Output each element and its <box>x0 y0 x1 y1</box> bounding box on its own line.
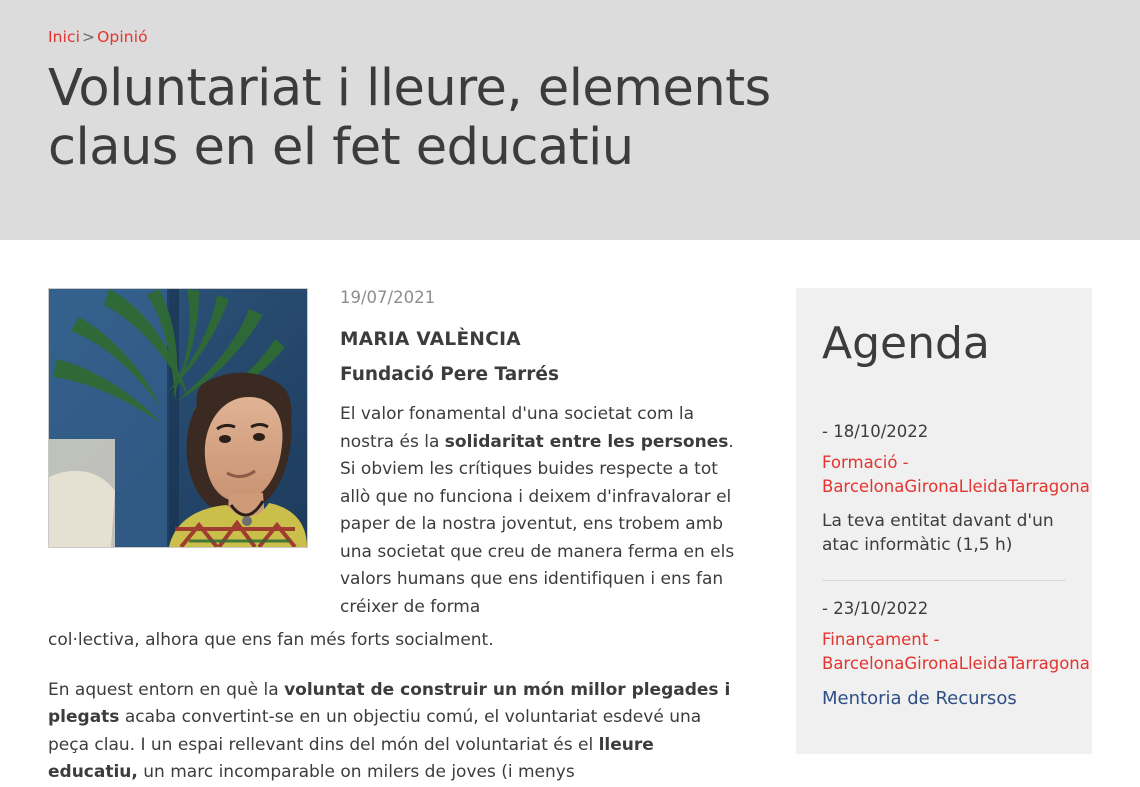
agenda-item-category-label: Finançament - <box>822 630 940 650</box>
agenda-divider <box>822 580 1066 581</box>
author-organization: Fundació Pere Tarrés <box>340 364 559 385</box>
article-paragraph-1 <box>340 401 738 621</box>
paragraph-2-text-c: un marc incomparable on milers de joves (i menys <box>137 762 575 783</box>
paragraph-2-text-a: En aquest entorn en què la <box>48 679 285 700</box>
agenda-item-date: - 23/10/2022 <box>822 599 929 619</box>
author-photo-image <box>49 289 307 547</box>
agenda-item-locations: BarcelonaGironaLleidaTarragona <box>822 476 1090 496</box>
article-head <box>48 288 738 621</box>
page-header-band <box>0 0 1140 240</box>
agenda-item-name[interactable]: Mentoria de Recursos <box>822 687 1017 709</box>
page-title: Voluntariat i lleure, elements claus en el fet educatiu <box>48 59 771 177</box>
article-paragraph-1-tail: col·lectiva, alhora que ens fan més forts socialment. <box>48 630 494 651</box>
paragraph-1-text-b: . Si obviem les crítiques buides respecte a tot allò que no funciona i deixem d'infravalorar el paper de la nostra joventut, ens trobem amb una societat que creu de manera ferma en els valors humans que ens identifiquen i ens fan créixer de forma <box>340 431 735 617</box>
agenda-item[interactable] <box>822 422 1090 558</box>
agenda-item[interactable] <box>822 599 1090 712</box>
author-photo <box>48 288 308 548</box>
article-intro-column <box>340 288 738 621</box>
agenda-item-date: - 18/10/2022 <box>822 422 929 441</box>
paragraph-2-bold-b: lleure educatiu, <box>48 734 654 783</box>
agenda-item-name[interactable]: La teva entitat davant d'un atac informàtic (1,5 h) <box>822 510 1054 556</box>
article-paragraph-2 <box>48 677 738 787</box>
paragraph-2-text-b: acaba convertint-se en un objectiu comú, el voluntariat esdevé una peça clau. I un espai rellevant dins del món del voluntariat és el <box>48 707 702 755</box>
agenda-title: Agenda <box>822 318 990 369</box>
paragraph-2-bold-a: voluntat de construir un món millor plegades i plegats <box>48 679 731 728</box>
paragraph-1-text-a: El valor fonamental d'una societat com la nostra és la <box>340 404 695 452</box>
agenda-item-category-label: Formació - <box>822 453 909 472</box>
paragraph-1-bold-a: solidaritat entre les persones <box>444 431 729 452</box>
agenda-item-category[interactable] <box>822 451 1090 499</box>
agenda-item-locations: BarcelonaGironaLleidaTarragona <box>822 654 1090 674</box>
publication-date: 19/07/2021 <box>340 288 436 307</box>
breadcrumb <box>48 28 1092 46</box>
breadcrumb-link-home[interactable]: Inici <box>48 28 81 46</box>
agenda-item-category[interactable] <box>822 628 1090 676</box>
breadcrumb-separator: > <box>82 28 96 46</box>
author-name: MARIA VALÈNCIA <box>340 329 521 350</box>
agenda-widget <box>796 288 1092 754</box>
breadcrumb-link-section[interactable]: Opinió <box>97 28 148 46</box>
